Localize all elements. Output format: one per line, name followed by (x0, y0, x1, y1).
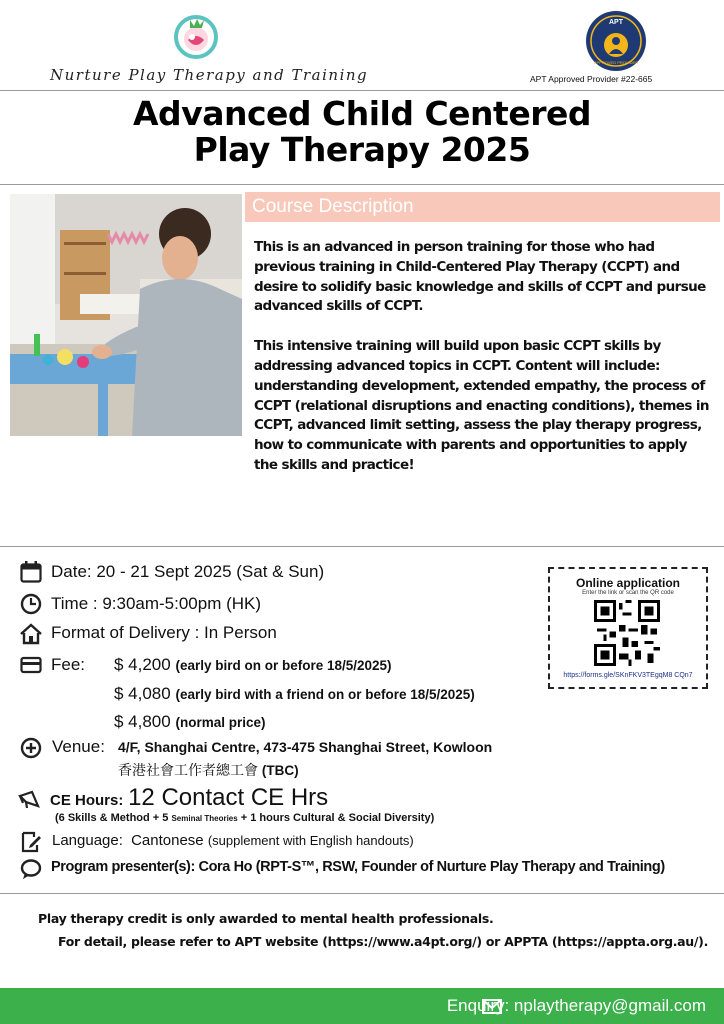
page-title (0, 96, 724, 168)
ce-hours-breakdown (55, 812, 434, 824)
fee-friend-amount: $ 4,080 (114, 684, 171, 703)
format-text: Format of Delivery : In Person (51, 623, 277, 642)
online-application-subtitle: Enter the link or scan the QR code (582, 590, 674, 596)
online-application-title: Online application (575, 576, 680, 590)
language (52, 832, 414, 849)
fee-label: Fee: (51, 655, 86, 674)
notes-divider (0, 893, 724, 894)
fee-normal (114, 712, 266, 732)
language-label: Language: (52, 832, 123, 849)
svg-text:APT: APT (609, 19, 623, 26)
clock-icon (20, 593, 42, 615)
ce-breakdown-c: + 1 hours Cultural & Social Diversity) (240, 812, 435, 824)
fee-friend (114, 684, 475, 704)
ce-hours-value: 12 Contact CE Hrs (128, 784, 329, 811)
time-text: Time : 9:30am-5:00pm (HK) (51, 594, 262, 613)
course-description-text (254, 238, 712, 496)
child-playing-photo (10, 194, 242, 436)
description-paragraph-2: This intensive training will build upon basic CCPT skills by addressing advanced topics in CCPT. Content will include: understanding development, extended empathy, the process of CCPT (relational disruptions and enacting conditions), themes in CCPT, advanced limit setting, assess the play therapy progress, how to communicate with parents and opportunities to apply the skills and practice! (254, 338, 709, 473)
megaphone-icon (18, 789, 40, 811)
title-divider (0, 184, 724, 185)
title-line-1: Advanced Child Centered (133, 94, 591, 133)
fee-friend-note: (early bird with a friend on or before 18/5/2025) (175, 687, 475, 702)
edit-document-icon (20, 831, 42, 853)
ce-hours-label: CE Hours: (50, 792, 124, 809)
header-divider (0, 90, 724, 91)
credit-card-icon (20, 654, 42, 676)
language-note: (supplement with English handouts) (207, 833, 414, 848)
title-line-2: Play Therapy 2025 (193, 130, 531, 169)
enquiry-email[interactable]: Enquiry: nplaytherapy@gmail.com (446, 996, 706, 1015)
presenter: Program presenter(s): Cora Ho (RPT-S™, RSW, Founder of Nurture Play Therapy and Training) (51, 859, 665, 875)
details-divider (0, 546, 724, 547)
org-name: Nurture Play Therapy and Training (50, 66, 369, 84)
plus-circle-icon (20, 737, 42, 759)
venue-address: 4/F, Shanghai Centre, 473-475 Shanghai Street, Kowloon (118, 739, 493, 755)
qr-code[interactable] (594, 600, 660, 666)
fee-early-bird-amount: $ 4,200 (114, 655, 171, 674)
detail-note: For detail, please refer to APT website (https://www.a4pt.org/) or APPTA (https://appta.org.au/). (58, 934, 709, 949)
fee-normal-note: (normal price) (175, 715, 266, 730)
ce-breakdown-b: Seminal Theories (171, 814, 238, 823)
venue-tbc: (TBC) (261, 763, 299, 778)
venue-organization-chinese: 香港社會工作者總工會 (118, 762, 258, 778)
apt-badge (585, 10, 647, 72)
calendar-icon (20, 561, 42, 583)
credit-note: Play therapy credit is only awarded to mental health professionals. (38, 911, 494, 926)
date-text: Date: 20 - 21 Sept 2025 (Sat & Sun) (51, 562, 325, 581)
svg-text:APPROVED PROVIDER: APPROVED PROVIDER (593, 60, 639, 65)
ce-hours (50, 784, 328, 812)
speech-bubble-icon (20, 858, 42, 880)
course-description-heading: Course Description (252, 196, 414, 217)
ce-breakdown-a: (6 Skills & Method + 5 (55, 812, 169, 824)
home-icon (20, 623, 42, 645)
venue-label: Venue: (52, 737, 105, 756)
venue-organization (118, 760, 299, 780)
description-paragraph-1: This is an advanced in person training for those who had previous training in Child-Centered Play Therapy (CCPT) and desire to solidify basic knowledge and skills of CCPT and pursue advanced skills of CCPT. (254, 239, 706, 315)
application-link[interactable]: https://forms.gle/SKnFKV3TEgqM8 CQn7 (563, 672, 693, 679)
language-value: Cantonese (131, 832, 204, 849)
fee-normal-amount: $ 4,800 (114, 712, 171, 731)
fee-early-bird (114, 655, 392, 675)
nurture-logo (170, 10, 222, 62)
apt-provider-number: APT Approved Provider #22-665 (530, 74, 653, 84)
fee-early-bird-note: (early bird on or before 18/5/2025) (175, 658, 392, 673)
